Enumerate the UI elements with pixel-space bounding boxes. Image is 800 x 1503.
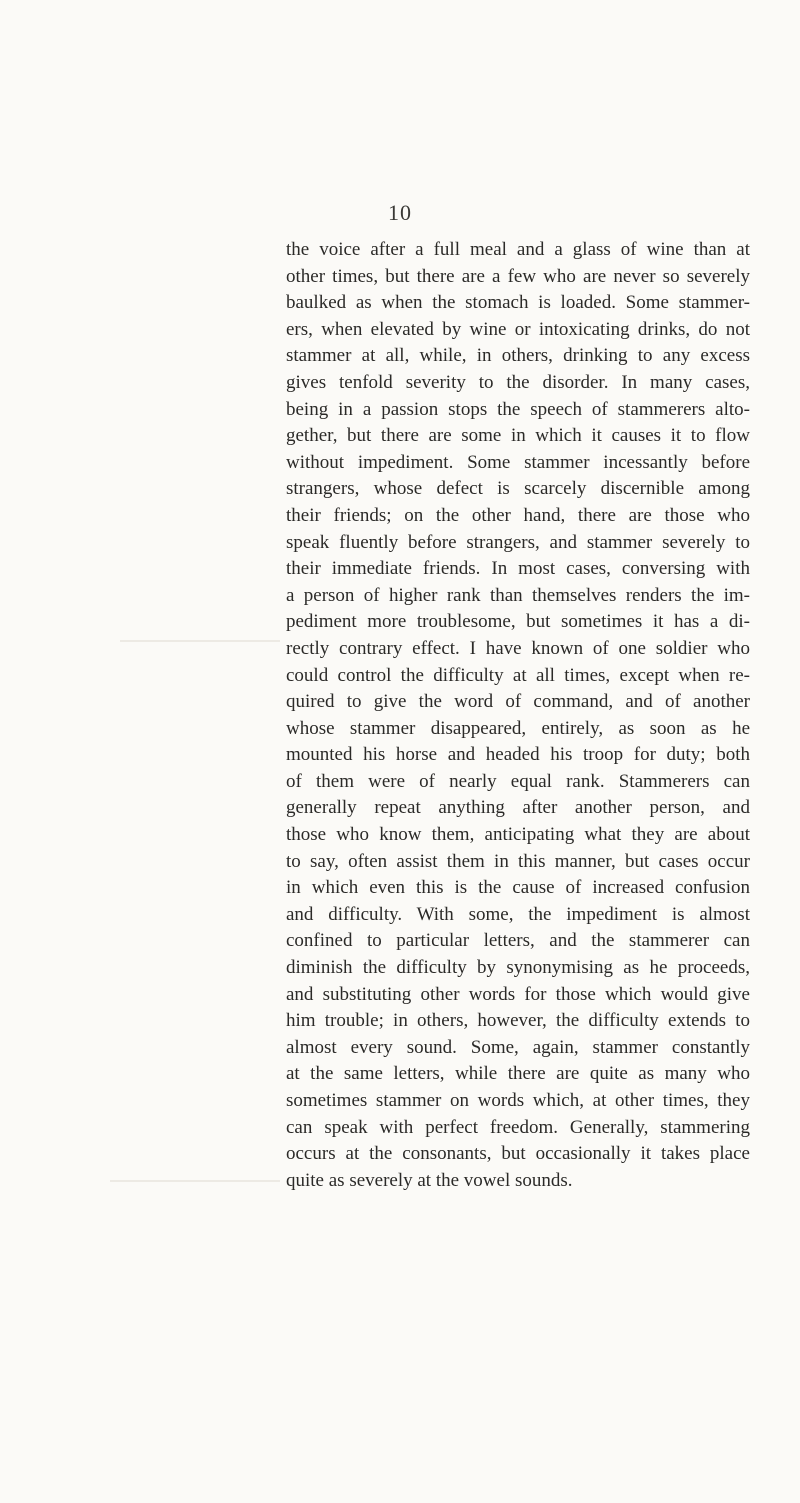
- text-line: the voice after a full meal and a glass of wine than at: [286, 239, 750, 260]
- text-line: whose stammer disappeared, entirely, as soon as he: [286, 717, 750, 739]
- text-line: quite as severely at the vowel sounds.: [286, 1169, 573, 1191]
- text-line: him trouble; in others, however, the difficulty extends to: [286, 1010, 750, 1032]
- text-line: can speak with perfect freedom. Generally, stammering: [286, 1116, 750, 1138]
- body-text: [286, 237, 750, 1194]
- text-line: occurs at the consonants, but occasionally it takes place: [286, 1143, 750, 1165]
- text-line: baulked as when the stomach is loaded. Some stammer-: [286, 292, 750, 314]
- text-line: diminish the difficulty by synonymising as he proceeds,: [286, 957, 750, 979]
- text-line: to say, often assist them in this manner, but cases occur: [286, 850, 750, 872]
- text-line: strangers, whose defect is scarcely discernible among: [286, 478, 750, 500]
- text-line: pediment more troublesome, but sometimes it has a di-: [286, 611, 750, 633]
- bleed-through-mark: [120, 640, 280, 642]
- text-line: could control the difficulty at all times, except when re-: [286, 664, 750, 686]
- text-line: speak fluently before strangers, and stammer severely to: [286, 531, 750, 553]
- text-line: gives tenfold severity to the disorder. In many cases,: [286, 371, 750, 393]
- text-line: and difficulty. With some, the impediment is almost: [286, 903, 750, 925]
- text-line: ers, when elevated by wine or intoxicating drinks, do not: [286, 318, 750, 340]
- page-number: 10: [388, 200, 412, 225]
- text-line: at the same letters, while there are quite as many who: [286, 1063, 750, 1085]
- text-line: mounted his horse and headed his troop for duty; both: [286, 744, 750, 766]
- text-line: sometimes stammer on words which, at other times, they: [286, 1090, 750, 1111]
- text-line: other times, but there are a few who are never so severely: [286, 265, 750, 287]
- text-line: rectly contrary effect. I have known of one soldier who: [286, 637, 750, 659]
- text-line: their friends; on the other hand, there are those who: [286, 504, 750, 526]
- text-line: a person of higher rank than themselves renders the im-: [286, 584, 750, 606]
- text-line: being in a passion stops the speech of stammerers alto-: [286, 398, 750, 420]
- text-line: their immediate friends. In most cases, conversing with: [286, 558, 750, 580]
- text-line: stammer at all, while, in others, drinking to any excess: [286, 345, 750, 367]
- text-line: quired to give the word of command, and of another: [286, 691, 750, 713]
- text-line: generally repeat anything after another person, and: [286, 797, 750, 819]
- text-line: gether, but there are some in which it causes it to flow: [286, 425, 750, 447]
- text-line: of them were of nearly equal rank. Stammerers can: [286, 770, 750, 792]
- bleed-through-mark: [168, 392, 173, 418]
- text-line: confined to particular letters, and the stammerer can: [286, 930, 750, 952]
- text-line: without impediment. Some stammer incessantly before: [286, 451, 750, 473]
- text-line: almost every sound. Some, again, stammer constantly: [286, 1036, 750, 1058]
- bleed-through-mark: [110, 1180, 280, 1182]
- text-line: and substituting other words for those which would give: [286, 983, 750, 1005]
- text-line: in which even this is the cause of increased confusion: [286, 877, 750, 899]
- text-line: those who know them, anticipating what they are about: [286, 824, 750, 846]
